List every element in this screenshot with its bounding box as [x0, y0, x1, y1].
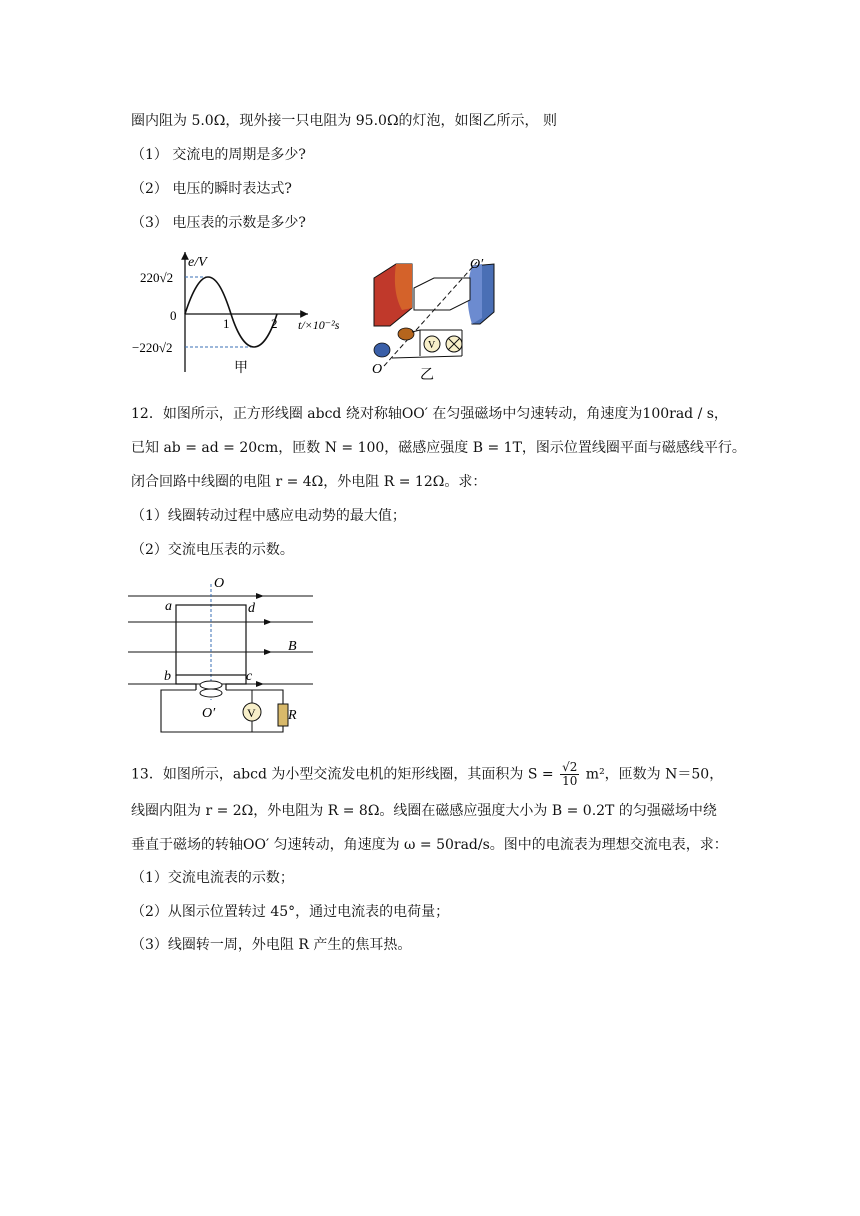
- fraction-denominator: 10: [562, 774, 578, 788]
- q12-line-1: 12．如图所示，正方形线圈 abcd 绕对称轴OO′ 在匀强磁场中匀速转动，角速度为100rad / s，: [131, 406, 728, 422]
- y-min-label: −220√2: [132, 340, 173, 355]
- slip-ring-top: [200, 681, 222, 689]
- q13-line-1: [131, 761, 723, 788]
- external-circuit: [161, 690, 283, 732]
- label-r: R: [288, 708, 297, 723]
- q12-item-1: （1）线圈转动过程中感应电动势的最大值；: [131, 508, 406, 524]
- label-o-prime: O′: [202, 706, 216, 721]
- emf-time-graph: [128, 244, 358, 379]
- device-caption: 乙: [420, 368, 434, 383]
- generator-device: [362, 248, 512, 383]
- x-tick-2: 2: [271, 316, 278, 331]
- label-d: d: [248, 601, 255, 616]
- coil: [414, 278, 470, 310]
- origin-label: 0: [170, 308, 177, 323]
- q11-item-1: （1） 交流电的周期是多少?: [131, 147, 306, 163]
- slip-ring-2: [374, 343, 390, 357]
- q13-line-1-after: m²，匝数为 N＝50，: [585, 766, 724, 783]
- q12-item-2: （2）交流电压表的示数。: [131, 542, 294, 558]
- voltmeter-label: V: [428, 340, 436, 351]
- q11-intro: 圈内阻为 5.0Ω，现外接一只电阻为 95.0Ω的灯泡，如图乙所示， 则: [131, 113, 558, 129]
- q13-item-3: （3）线圈转一周，外电阻 R 产生的焦耳热。: [131, 937, 412, 953]
- x-tick-1: 1: [223, 316, 230, 331]
- voltmeter-q12-label: V: [247, 706, 256, 720]
- label-o-prime: O′: [470, 257, 484, 272]
- label-b-field: B: [288, 639, 297, 654]
- q12-line-2: 已知 ab = ad = 20cm，匝数 N = 100，磁感应强度 B = 1T，图示位置线圈平面与磁感线平行。: [131, 440, 746, 456]
- q11-item-2: （2） 电压的瞬时表达式?: [131, 181, 292, 197]
- q12-line-3: 闭合回路中线圈的电阻 r = 4Ω，外电阻 R = 12Ω。求：: [131, 474, 487, 490]
- label-o: O: [214, 576, 225, 591]
- coil-field-figure: [128, 572, 328, 737]
- slip-ring-1: [398, 328, 414, 340]
- label-c: c: [246, 669, 253, 684]
- label-b: b: [164, 669, 171, 684]
- q13-item-2: （2）从图示位置转过 45°，通过电流表的电荷量；: [131, 904, 450, 920]
- graph-caption: 甲: [234, 361, 248, 376]
- x-axis-label: t/×10⁻²s: [298, 318, 340, 332]
- q13-line-3: 垂直于磁场的转轴OO′ 匀速转动，角速度为 ω = 50rad/s。图中的电流表为理想交流电表，求：: [131, 837, 728, 853]
- q13-line-1-before: 13．如图所示，abcd 为小型交流发电机的矩形线圈，其面积为 S =: [131, 766, 554, 783]
- resistor-r: [278, 704, 288, 726]
- y-max-label: 220√2: [140, 270, 174, 285]
- wire-bottom: [392, 356, 462, 358]
- area-fraction: [560, 761, 579, 788]
- q11-item-3: （3） 电压表的示数是多少?: [131, 215, 306, 231]
- q13-item-1: （1）交流电流表的示数；: [131, 870, 294, 886]
- slip-ring-bottom: [200, 689, 222, 697]
- sine-curve: [185, 277, 277, 347]
- q13-line-2: 线圈内阻为 r = 2Ω，外电阻为 R = 8Ω。线圈在磁感应强度大小为 B = 0.2T 的匀强磁场中绕: [131, 803, 717, 819]
- y-axis-label: e/V: [188, 255, 207, 270]
- label-a: a: [165, 599, 172, 614]
- fraction-numerator: √2: [562, 760, 578, 774]
- label-o: O: [372, 362, 383, 377]
